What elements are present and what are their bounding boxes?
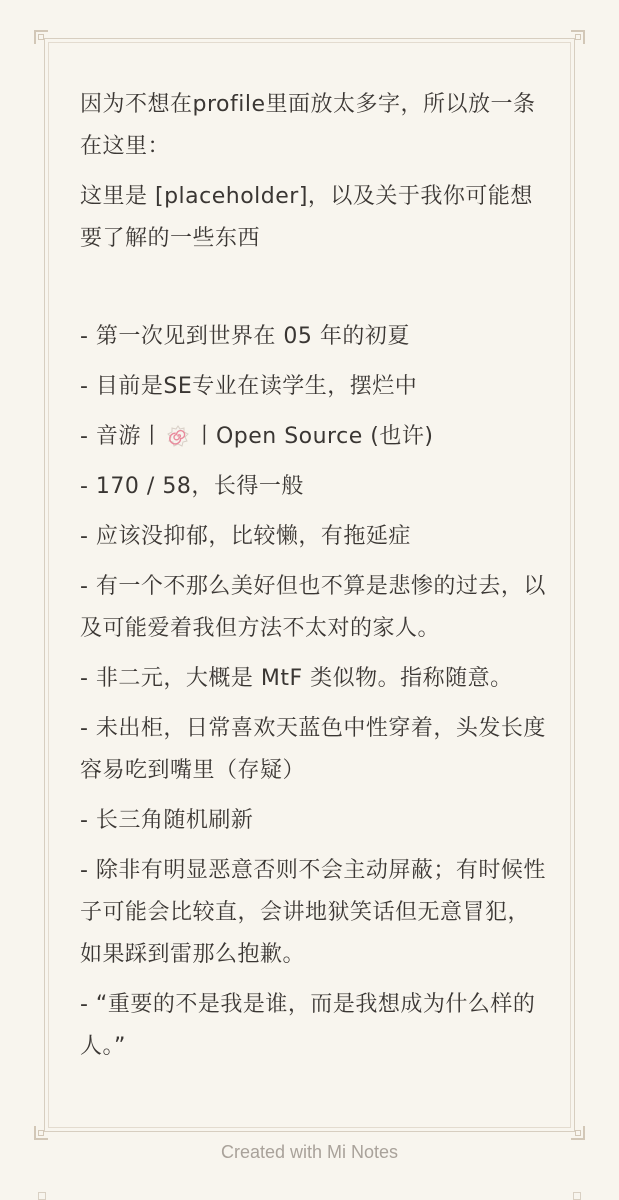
intro-line: 这里是 [placeholder]，以及关于我你可能想要了解的一些东西 bbox=[80, 184, 533, 251]
narutomaki-icon bbox=[167, 420, 189, 442]
list-item: - “重要的不是我是谁，而是我想成为什么样的人。” bbox=[80, 992, 536, 1059]
list-item: - 除非有明显恶意否则不会主动屏蔽；有时候性子可能会比较直，会讲地狱笑话但无意冒犯，如果踩到雷那么抱歉。 bbox=[80, 858, 546, 967]
list-item-text: 丨Open Source (也许) bbox=[193, 424, 434, 449]
watermark-footer: Created with Mi Notes bbox=[220, 1142, 399, 1162]
list-item: - 第一次见到世界在 05 年的初夏 bbox=[80, 324, 410, 349]
blank-line bbox=[80, 268, 550, 316]
bottom-ornament bbox=[573, 1192, 581, 1200]
frame-corner-ornament bbox=[575, 1130, 581, 1136]
list-item: - 目前是SE专业在读学生，摆烂中 bbox=[80, 374, 418, 399]
list-item: - 非二元，大概是 MtF 类似物。指称随意。 bbox=[80, 666, 513, 691]
list-item: - 170 / 58，长得一般 bbox=[80, 474, 304, 499]
list-item-text: - 音游丨 bbox=[80, 424, 164, 449]
list-item: - 有一个不那么美好但也不算是悲惨的过去，以及可能爱着我但方法不太对的家人。 bbox=[80, 574, 546, 641]
list-item: - 未出柜，日常喜欢天蓝色中性穿着，头发长度容易吃到嘴里（存疑） bbox=[80, 716, 546, 783]
list-item: - 长三角随机刷新 bbox=[80, 808, 254, 833]
list-item bbox=[80, 416, 550, 458]
bottom-ornament bbox=[38, 1192, 46, 1200]
note-body bbox=[80, 84, 550, 1076]
frame-corner-ornament bbox=[575, 34, 581, 40]
list-item: - 应该没抑郁，比较懒，有拖延症 bbox=[80, 524, 411, 549]
intro-line: 因为不想在profile里面放太多字，所以放一条在这里： bbox=[80, 92, 536, 159]
